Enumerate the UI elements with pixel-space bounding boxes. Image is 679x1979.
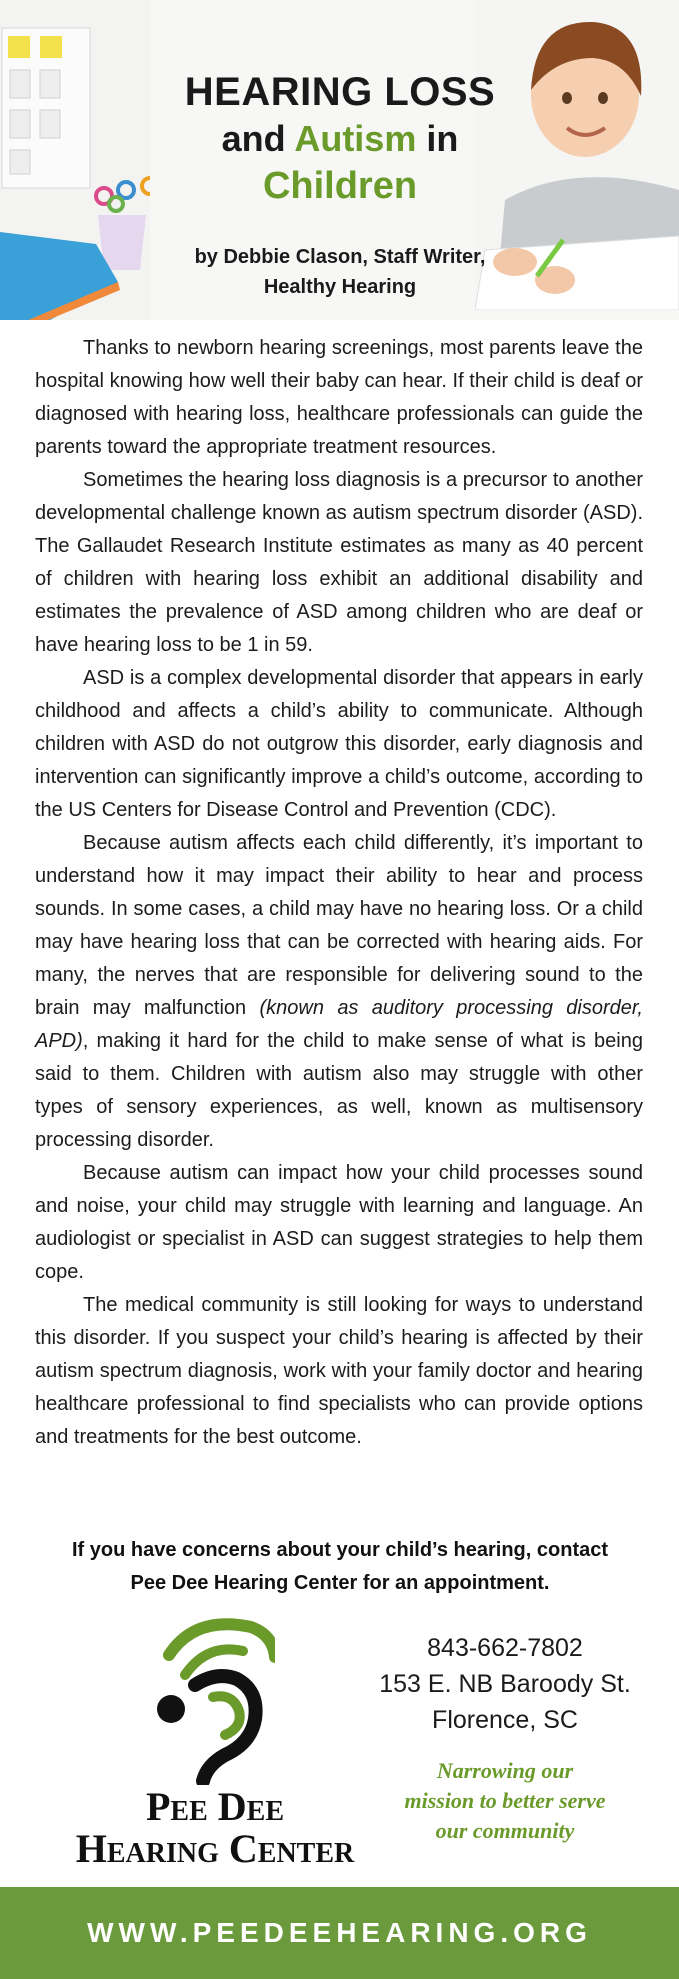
cta-line-1: If you have concerns about your child’s hearing, contact: [71, 1539, 609, 1561]
paragraph-1: Thanks to newborn hearing screenings, most parents leave the hospital knowing how well their baby can hear. If their child is deaf or diagnosed with hearing loss, healthcare professionals can guide the parents toward the appropriate treatment resources.: [35, 337, 643, 458]
headline-autism: Autism: [294, 118, 417, 159]
headline-line-1: HEARING LOSS: [184, 70, 496, 114]
paragraph-2: Sometimes the hearing loss diagnosis is a precursor to another developmental challenge known as autism spectrum disorder (ASD). The Gallaudet Research Institute estimates as many as 40 percent of children with hearing loss exhibit an additional disability and estimates the prevalence of ASD among children who are deaf or have hearing loss to be 1 in 59.: [35, 469, 643, 656]
headline-line-3: Children: [262, 165, 418, 207]
city-state: Florence, SC: [432, 1706, 578, 1734]
tagline-line-3: our community: [435, 1818, 575, 1843]
tagline-line-1: Narrowing our: [436, 1758, 574, 1783]
tagline: [365, 1756, 645, 1846]
headline-in: in: [426, 118, 459, 159]
footer-bar: [0, 1887, 679, 1979]
headline: [100, 68, 580, 210]
header-section: [0, 0, 679, 320]
byline-author: by Debbie Clason, Staff Writer,: [194, 246, 486, 268]
headline-line-2: [100, 116, 580, 162]
ear-logo-icon: [155, 1615, 275, 1785]
tagline-line-2: mission to better serve: [404, 1788, 606, 1813]
paragraph-4-start: Because autism affects each child differently, it’s important to understand how it may impact their ability to hear and process sounds. In some cases, a child may have no hearing loss. Or a child may have hearing loss that can be corrected with hearing aids. For many, the nerves that are responsible for delivering sound to the brain may malfunction: [35, 832, 643, 1019]
paragraph-4: [35, 827, 643, 1157]
call-to-action: [40, 1534, 640, 1600]
contact-info: [365, 1630, 645, 1738]
logo-name-line-2: Hearing Center: [75, 1826, 355, 1871]
paragraph-3: ASD is a complex developmental disorder that appears in early childhood and affects a child’s ability to communicate. Although children with ASD do not outgrow this disorder, early diagnosis and intervention can significantly improve a child’s outcome, according to the US Centers for Disease Control and Prevention (CDC).: [35, 667, 643, 821]
paragraph-5: Because autism can impact how your child processes sound and noise, your child may struggle with learning and language. An audiologist or specialist in ASD can suggest strategies to help them cope.: [35, 1162, 643, 1283]
paragraph-6: The medical community is still looking for ways to understand this disorder. If you suspect your child’s hearing is affected by their autism spectrum diagnosis, work with your family doctor and hearing healthcare professional to find specialists who can provide options and treatments for the best outcome.: [35, 1294, 643, 1448]
byline-source: Healthy Hearing: [263, 276, 417, 298]
website-link[interactable]: WWW.PEEDEEHEARING.ORG: [87, 1917, 592, 1948]
business-logo-name: [45, 1786, 385, 1870]
street-address: 153 E. NB Baroody St.: [379, 1670, 631, 1698]
byline: [150, 242, 530, 302]
phone-number[interactable]: 843-662-7802: [427, 1634, 583, 1662]
logo-name-line-1: Pee Dee: [145, 1784, 285, 1829]
article-body: [35, 332, 643, 1454]
paragraph-4-end: , making it hard for the child to make sense of what is being said to them. Children with autism also may struggle with other types of sensory experiences, as well, known as multisensory processing disorder.: [35, 1030, 643, 1151]
cta-line-2: Pee Dee Hearing Center for an appointment.: [130, 1572, 550, 1594]
headline-and: and: [221, 118, 286, 159]
paragraph-4-italic: (known as auditory processing disorder, APD): [35, 997, 643, 1052]
